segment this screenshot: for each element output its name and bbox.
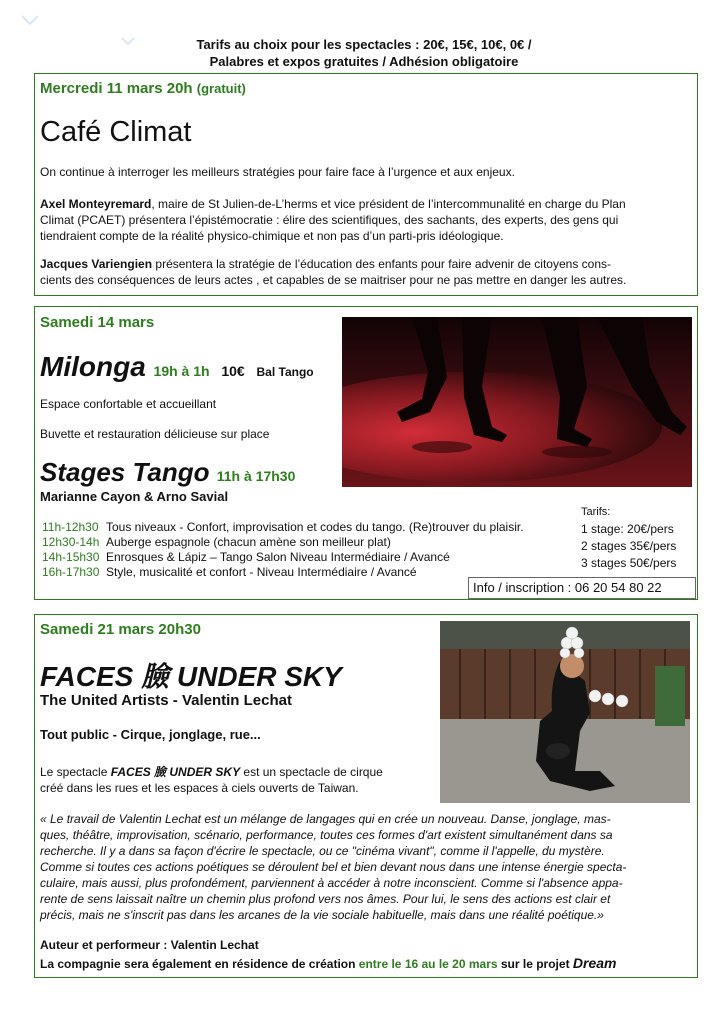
residence-mid: sur le projet [497, 957, 573, 971]
show-residence [40, 955, 617, 972]
schedule-desc: Auberge espagnole (chacun amène son meilleur plat) [106, 535, 391, 549]
quote-line: rente de sens laissait naître un chemin plus profond vers nos âmes. Pour lui, le sens des actions est clair et [40, 892, 611, 906]
speaker-2-text: présentera la stratégie de l’éducation des enfants pour faire advenir de citoyens cons- [152, 257, 612, 271]
event-date: Samedi 21 mars 20h30 [40, 621, 201, 638]
show-desc-line-2: créé dans les rues et les espaces à ciels ouverts de Taiwan. [40, 781, 359, 795]
residence-pre: La compagnie sera également en résidence de création [40, 957, 359, 971]
speaker-1-name: Axel Monteyremard [40, 197, 152, 211]
event-date [40, 80, 246, 97]
speaker-2-paragraph [40, 256, 626, 288]
schedule-desc: Enrosques & Lápiz – Tango Salon Niveau Intermédiaire / Avancé [106, 550, 450, 564]
milonga-line-2: Buvette et restauration délicieuse sur place [40, 427, 270, 441]
speaker-1-text-2: Climat (PCAET) présentera l’épistémocratie : élire des scientifiques, des sachants, des experts, des gens qui [40, 213, 619, 227]
quote-line: « Le travail de Valentin Lechat est un mélange de langages qui en crée un nouveau. Danse, jonglage, mas- [40, 812, 611, 826]
show-title: FACES 臉 UNDER SKY [40, 661, 342, 692]
schedule-row [42, 520, 524, 535]
milonga-line-1: Espace confortable et accueillant [40, 397, 217, 411]
schedule-time: 12h30-14h [42, 535, 100, 549]
show-audience: Tout public - Cirque, jonglage, rue... [40, 727, 261, 742]
show-company: The United Artists - Valentin Lechat [40, 692, 292, 709]
show-desc-pre: Le spectacle [40, 765, 111, 779]
tarifs-label: Tarifs: [581, 506, 611, 518]
residence-dates: entre le 16 au le 20 mars [358, 957, 498, 971]
juggler-photo [440, 621, 690, 803]
schedule-time: 11h-12h30 [42, 520, 99, 534]
pricing-line-1: Tarifs au choix pour les spectacles : 20€, 15€, 10€, 0€ / [196, 37, 532, 52]
schedule-row [42, 550, 524, 565]
event-box-cafe-climat [34, 73, 698, 296]
tarif-item: 2 stages 35€/pers [581, 539, 677, 553]
speaker-2-text-2: cients des conséquences de leurs actes , et capables de se maitriser pour ne pas mettre en danger les autres. [40, 273, 627, 287]
schedule-desc: Tous niveaux - Confort, improvisation et codes du tango. (Re)trouver du plaisir. [106, 520, 524, 534]
show-description [40, 764, 383, 796]
speaker-2-name: Jacques Variengien [40, 257, 153, 271]
event-date-text: Mercredi 11 mars 20h [40, 80, 193, 97]
schedule-row [42, 565, 524, 580]
speaker-1-text: , maire de St Julien-de-L’herms et vice président de l’intercommunalité en charge du Plan [151, 197, 626, 211]
tarif-item: 1 stage: 20€/pers [581, 522, 674, 536]
schedule-desc: Style, musicalité et confort - Niveau Intermédiaire / Avancé [106, 565, 417, 579]
schedule-time: 16h-17h30 [42, 565, 100, 579]
event-intro: On continue à interroger les meilleurs stratégies pour faire face à l’urgence et aux enjeux. [40, 165, 515, 179]
residence-project: Dream [572, 955, 617, 971]
tango-dancers-photo [342, 317, 692, 487]
event-date-note: (gratuit) [196, 81, 246, 96]
stages-title-line [40, 457, 295, 488]
pricing-header [0, 36, 728, 70]
info-inscription: Info / inscription : 06 20 54 80 22 [468, 577, 696, 599]
event-box-faces-under-sky [34, 614, 698, 978]
quote-line: culaire, mais aussi, plus profondément, parviennent à accéder à notre inconscient. Comme si l'absence appa- [40, 876, 623, 890]
speaker-1-text-3: tiendraient compte de la réalité physico-chimique et non pas d’un parti-pris idéologique. [40, 229, 504, 243]
stages-title: Stages Tango [40, 457, 210, 487]
schedule-row [42, 535, 524, 550]
event-date: Samedi 14 mars [40, 314, 155, 331]
show-quote [40, 811, 692, 923]
quote-line: recherche. Il y a dans sa façon d'écrire le spectacle, ou ce "cinéma vivant", comme il l'appelle, du mystère. [40, 844, 605, 858]
milonga-title-line [40, 351, 314, 383]
milonga-title: Milonga [40, 351, 146, 382]
milonga-price: 10€ [221, 363, 245, 379]
event-box-milonga [34, 306, 698, 600]
pricing-line-2: Palabres et expos gratuites / Adhésion obligatoire [209, 54, 519, 69]
schedule-time: 14h-15h30 [42, 550, 100, 564]
stages-tarifs [581, 504, 676, 572]
show-desc-post: est un spectacle de cirque [240, 765, 383, 779]
quote-line: Comme si toutes ces actions poétiques se déroulent bel et bien devant nous dans une intense énergie specta- [40, 860, 627, 874]
show-author: Auteur et performeur : Valentin Lechat [40, 938, 259, 952]
speaker-1-paragraph [40, 196, 626, 244]
tarif-item: 3 stages 50€/pers [581, 556, 677, 570]
event-title: Café Climat [40, 116, 192, 148]
quote-line: ques, théâtre, improvisation, scénario, performance, toutes ces formes d'art existent simultanément dans sa [40, 828, 613, 842]
milonga-kind: Bal Tango [256, 365, 314, 379]
milonga-time: 19h à 1h [153, 363, 210, 379]
stages-schedule [42, 520, 524, 580]
show-desc-title: FACES 臉 UNDER SKY [110, 765, 241, 779]
quote-line: précis, mais ne s'inscrit pas dans les arcanes de la vie sociale habituelle, mais dans une réalité poétique.» [40, 908, 604, 922]
stages-teachers: Marianne Cayon & Arno Savial [40, 489, 229, 504]
stages-time: 11h à 17h30 [216, 468, 296, 484]
